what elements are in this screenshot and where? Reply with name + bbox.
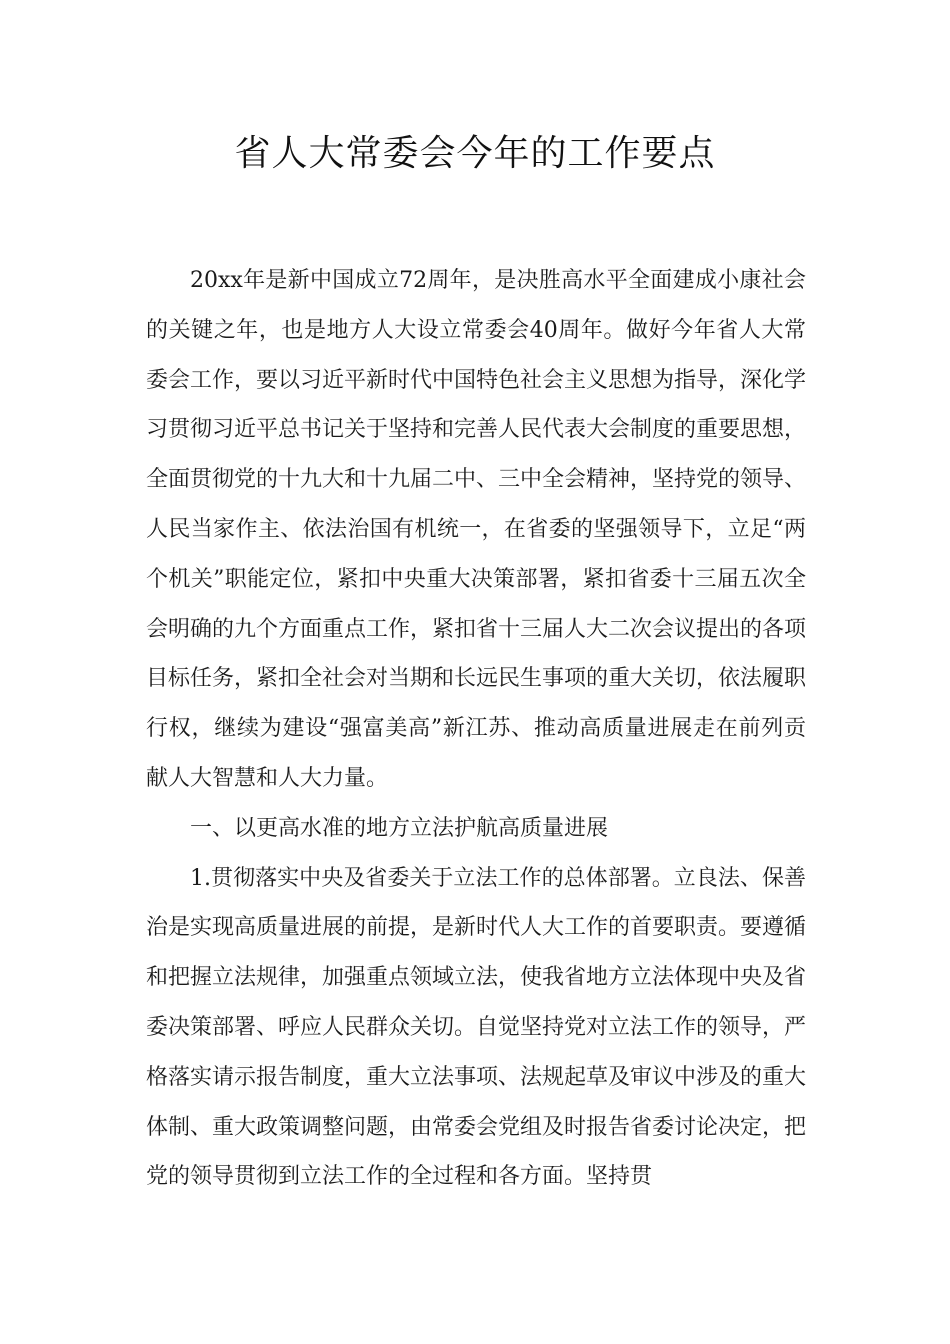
paragraph-item-1: 1.贯彻落实中央及省委关于立法工作的总体部署。立良法、保善治是实现高质量进展的前提，是新时代人大工作的首要职责。要遵循和把握立法规律，加强重点领域立法，使我省地方立法体现中央及省委决策部署、呼应人民群众关切。自觉坚持党对立法工作的领导，严格落实请示报告制度，重大立法事项、法规起草及审议中涉及的重大体制、重大政策调整问题，由常委会党组及时报告省委讨论决定，把党的领导贯彻到立法工作的全过程和各方面。坚持贯 bbox=[146, 865, 807, 1190]
document-body bbox=[146, 256, 806, 1202]
document-title: 省人大常委会今年的工作要点 bbox=[234, 133, 716, 174]
section-heading-1: 一、以更高水准的地方立法护航高质量进展 bbox=[190, 815, 609, 841]
paragraph-intro: 20xx年是新中国成立72周年，是决胜高水平全面建成小康社会的关键之年，也是地方人大设立常委会40周年。做好今年省人大常委会工作，要以习近平新时代中国特色社会主义思想为指导，深化学习贯彻习近平总书记关于坚持和完善人民代表大会制度的重要思想，全面贯彻党的十九大和十九届二中、三中全会精神，坚持党的领导、人民当家作主、依法治国有机统一，在省委的坚强领导下，立足“两个机关”职能定位，紧扣中央重大决策部署，紧扣省委十三届五次全会明确的九个方面重点工作，紧扣省十三届人大二次会议提出的各项目标任务，紧扣全社会对当期和长远民生事项的重大关切，依法履职行权，继续为建设“强富美高”新江苏、推动高质量进展走在前列贡献人大智慧和人大力量。 bbox=[146, 268, 807, 791]
